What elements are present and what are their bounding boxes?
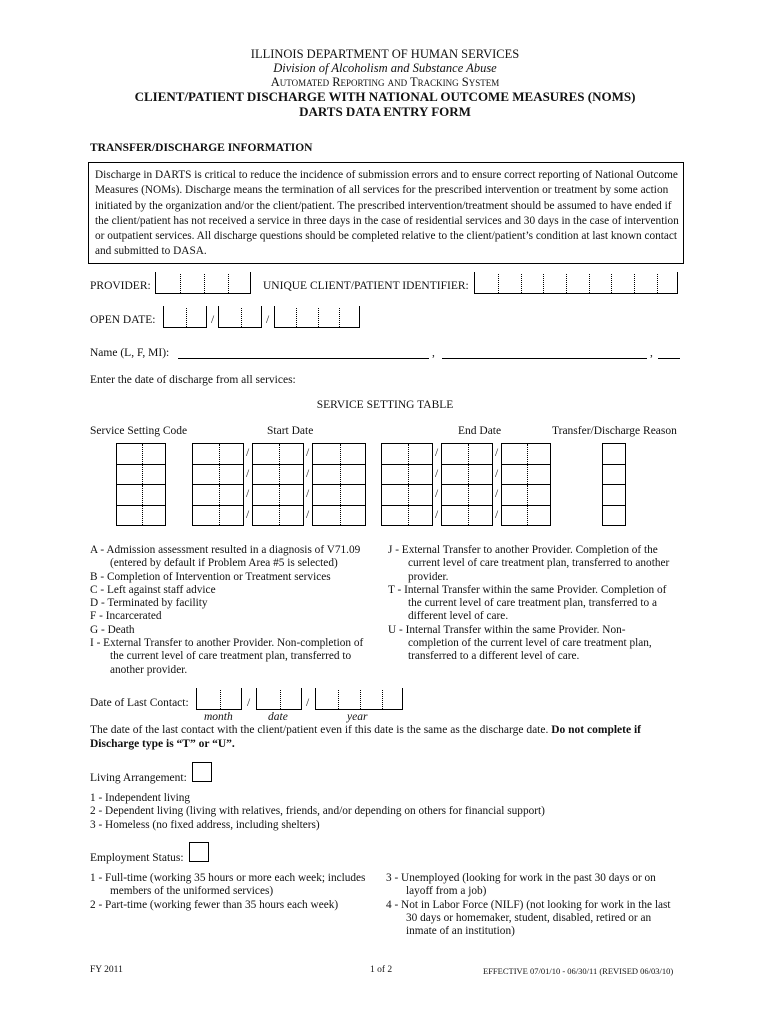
living-option: 3 - Homeless (no fixed address, including shelters): [90, 818, 320, 831]
info-line: Discharge in DARTS is critical to reduce the incidence of submission errors and to ensure correct reporting of National Outcome: [95, 169, 678, 181]
slash: /: [435, 508, 439, 521]
slash: /: [435, 488, 439, 500]
slash: /: [306, 467, 310, 480]
reason-cell[interactable]: [602, 464, 626, 486]
slash: /: [246, 488, 250, 500]
reason-item: U - Internal Transfer within the same Provider. Non-: [388, 623, 626, 636]
slash: /: [246, 508, 250, 521]
reason-item: current level of care treatment plan, transferred to another: [408, 557, 670, 570]
employment-option: 30 days or homemaker, student, disabled, retired or an: [406, 911, 652, 924]
section-title: TRANSFER/DISCHARGE INFORMATION: [90, 142, 313, 154]
living-label: Living Arrangement:: [90, 772, 187, 784]
reason-item: G - Death: [90, 623, 135, 636]
end-year-cell[interactable]: [501, 464, 551, 486]
reason-item: F - Incarcerated: [90, 610, 162, 623]
table-title: SERVICE SETTING TABLE: [316, 399, 454, 411]
info-line: initiated by the organization and/or the client/patient. The prescribed intervention/treatment should be assumed to have ended if: [95, 199, 672, 212]
employment-option: 1 - Full-time (working 35 hours or more each week; includes: [90, 872, 366, 884]
slash: /: [266, 314, 270, 326]
end-day-cell[interactable]: [441, 443, 493, 465]
employment-option: inmate of an institution): [406, 925, 515, 938]
note-text: The date of the last contact with the client/patient even if this date is the same as the discharge date.: [90, 724, 552, 736]
start-day-cell[interactable]: [252, 464, 304, 486]
middle-initial-field[interactable]: [658, 358, 680, 359]
open-date-day[interactable]: [218, 306, 262, 328]
slash: /: [435, 467, 439, 480]
col-service-code: Service Setting Code: [90, 425, 188, 437]
living-options: [90, 792, 545, 832]
start-day-cell[interactable]: [252, 443, 304, 465]
reason-item: I - External Transfer to another Provider. Non-completion of: [90, 637, 364, 650]
footer-fy: FY 2011: [90, 965, 123, 975]
note-bold-line2: Discharge type is “T” or “U”.: [90, 738, 235, 750]
info-line: and submitted to DASA.: [95, 245, 207, 258]
first-name-field[interactable]: [442, 358, 647, 359]
start-month-cell[interactable]: [192, 464, 244, 486]
month-caption: month: [204, 711, 233, 723]
slash: /: [306, 447, 310, 459]
end-day-cell[interactable]: [441, 505, 493, 527]
last-contact-label: Date of Last Contact:: [90, 697, 189, 709]
start-year-cell-a[interactable]: [312, 505, 366, 527]
slash: /: [211, 314, 215, 326]
living-checkbox[interactable]: [192, 762, 212, 782]
end-day-cell[interactable]: [441, 464, 493, 486]
reason-item: provider.: [408, 570, 449, 583]
slash: /: [247, 697, 251, 709]
end-month-cell[interactable]: [381, 484, 433, 506]
agency-name: ILLINOIS DEPARTMENT OF HUMAN SERVICES: [250, 47, 520, 61]
start-month-cell[interactable]: [192, 484, 244, 506]
start-year-cell-a[interactable]: [312, 484, 366, 506]
reason-item: C - Left against staff advice: [90, 583, 216, 596]
employment-right-options: [386, 872, 671, 938]
uid-label: UNIQUE CLIENT/PATIENT IDENTIFIER:: [263, 280, 469, 292]
reason-cell[interactable]: [602, 443, 626, 465]
comma: ,: [432, 347, 435, 359]
open-date-month[interactable]: [163, 306, 207, 328]
col-end-date: End Date: [458, 425, 502, 437]
last-contact-note: [90, 724, 641, 736]
provider-field[interactable]: [155, 272, 251, 294]
provider-label: PROVIDER:: [90, 280, 151, 292]
employment-option: members of the uniformed services): [110, 885, 274, 898]
info-box: [95, 168, 679, 260]
reason-item: T - Internal Transfer within the same Provider. Completion of: [388, 583, 667, 596]
slash: /: [495, 467, 499, 480]
service-code-cell[interactable]: [116, 505, 166, 527]
slash: /: [495, 488, 499, 500]
slash: /: [306, 697, 310, 709]
end-year-cell[interactable]: [501, 443, 551, 465]
living-option: 2 - Dependent living (living with relatives, friends, and/or depending on others for financial support): [90, 805, 545, 818]
reasons-right-list: [388, 544, 669, 664]
start-day-cell[interactable]: [252, 484, 304, 506]
service-code-cell[interactable]: [116, 484, 166, 506]
date-caption: date: [268, 711, 288, 723]
col-start-date: Start Date: [267, 425, 314, 437]
start-month-cell[interactable]: [192, 505, 244, 527]
reason-item: B - Completion of Intervention or Treatment services: [90, 570, 331, 583]
employment-label: Employment Status:: [90, 852, 184, 864]
reason-item: another provider.: [110, 663, 188, 676]
start-year-cell-a[interactable]: [312, 464, 366, 486]
slash: /: [495, 447, 499, 459]
reason-item: (entered by default if Problem Area #5 is selected): [110, 557, 338, 570]
reason-item: A - Admission assessment resulted in a diagnosis of V71.09: [90, 544, 361, 556]
reason-item: the current level of care treatment plan, transferred to: [110, 650, 352, 663]
reason-item: different level of care.: [408, 610, 509, 623]
start-day-cell[interactable]: [252, 505, 304, 527]
employment-checkbox[interactable]: [189, 842, 209, 862]
living-option: 1 - Independent living: [90, 792, 191, 804]
last-contact-year[interactable]: [315, 688, 403, 710]
reason-item: the current level of care treatment plan, transferred to a: [408, 597, 658, 610]
comma: ,: [650, 347, 653, 359]
employment-left-options: [90, 872, 365, 912]
reasons-left-list: [90, 544, 363, 677]
slash: /: [306, 508, 310, 521]
form-title: CLIENT/PATIENT DISCHARGE WITH NATIONAL OUTCOME MEASURES (NOMS): [134, 89, 636, 104]
start-year-cell-a[interactable]: [312, 443, 366, 465]
discharge-date-prompt: Enter the date of discharge from all services:: [90, 374, 296, 386]
slash: /: [246, 467, 250, 480]
uid-field[interactable]: [474, 272, 678, 294]
employment-option: 2 - Part-time (working fewer than 35 hours each week): [90, 898, 339, 911]
service-code-cell[interactable]: [116, 443, 166, 465]
end-month-cell[interactable]: [381, 443, 433, 465]
reason-item: transferred to a different level of care.: [408, 650, 580, 663]
last-contact-day[interactable]: [256, 688, 302, 710]
reason-cell[interactable]: [602, 505, 626, 527]
reason-item: D - Terminated by facility: [90, 597, 208, 610]
reason-cell[interactable]: [602, 484, 626, 506]
end-month-cell[interactable]: [381, 464, 433, 486]
open-date-year[interactable]: [274, 306, 360, 328]
note-bold: Do not complete if: [551, 724, 641, 736]
service-code-cell[interactable]: [116, 464, 166, 486]
reason-item: completion of the current level of care treatment plan,: [408, 637, 652, 650]
slash: /: [306, 488, 310, 500]
slash: /: [246, 447, 250, 459]
end-year-cell[interactable]: [501, 505, 551, 527]
footer-page: 1 of 2: [370, 965, 393, 975]
end-year-cell[interactable]: [501, 484, 551, 506]
slash: /: [495, 508, 499, 521]
reason-item: J - External Transfer to another Provider. Completion of the: [388, 544, 658, 556]
end-month-cell[interactable]: [381, 505, 433, 527]
year-caption: year: [347, 711, 368, 723]
open-date-label: OPEN DATE:: [90, 314, 156, 326]
employment-option: layoff from a job): [406, 885, 487, 898]
footer-effective: EFFECTIVE 07/01/10 - 06/30/11 (REVISED 06/03/10): [483, 966, 674, 976]
start-month-cell[interactable]: [192, 443, 244, 465]
form-subtitle: DARTS DATA ENTRY FORM: [299, 104, 471, 119]
name-label: Name (L, F, MI):: [90, 347, 170, 359]
info-line: Measures (NOMs). Discharge means the termination of all services for the prescribed intervention or treatment by some action: [95, 184, 669, 197]
info-line: the client/patient has not received a service in three days in the case of residential services and 30 days in the case of intervention: [95, 214, 679, 227]
employment-option: 4 - Not in Labor Force (NILF) (not looking for work in the last: [386, 898, 671, 911]
last-name-field[interactable]: [178, 358, 429, 359]
info-line: or outpatient services. All discharge questions should be completed relative to the client/patient’s condition at last known contact: [95, 230, 678, 243]
end-day-cell[interactable]: [441, 484, 493, 506]
division-name: Division of Alcoholism and Substance Abuse: [273, 61, 497, 75]
last-contact-month[interactable]: [196, 688, 242, 710]
slash: /: [435, 447, 439, 459]
employment-option: 3 - Unemployed (looking for work in the past 30 days or on: [386, 872, 656, 884]
col-reason: Transfer/Discharge Reason: [552, 425, 677, 437]
system-name: Automated Reporting and Tracking System: [270, 75, 500, 89]
